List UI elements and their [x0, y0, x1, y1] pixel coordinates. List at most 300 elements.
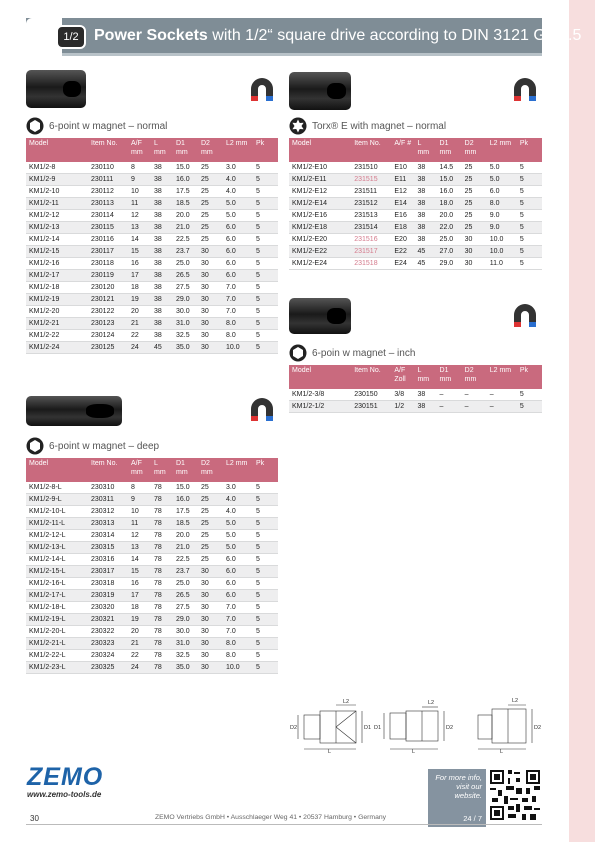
column-header: Item No.	[351, 138, 391, 162]
table-cell: 38	[151, 258, 173, 270]
table-cell: 38	[414, 389, 436, 401]
table-cell: 30	[198, 638, 223, 650]
table-cell: 10.0	[487, 246, 517, 258]
table-cell: 5	[253, 246, 278, 258]
info-box: For more info, visit our website. 24 / 7	[428, 769, 486, 827]
table-row	[26, 614, 278, 626]
table-cell: 29.0	[173, 294, 198, 306]
column-header: L2 mm	[223, 138, 253, 162]
table-cell: KM1/2-20	[26, 306, 88, 318]
table-cell: 25	[198, 506, 223, 518]
table-cell: 38	[151, 174, 173, 186]
table-cell: 25	[462, 186, 487, 198]
table-cell: 230119	[88, 270, 128, 282]
table-cell: 78	[151, 614, 173, 626]
table-cell: 5	[517, 401, 542, 413]
table-row	[26, 518, 278, 530]
table-cell: 10.0	[223, 662, 253, 674]
table-cell: 5.0	[223, 530, 253, 542]
table-cell: 25	[198, 482, 223, 494]
table-row	[26, 294, 278, 306]
column-header: Pk	[517, 365, 542, 389]
table-row	[26, 306, 278, 318]
column-header: D2 mm	[462, 138, 487, 162]
table-cell: 5	[253, 162, 278, 174]
table-cell: 5	[517, 210, 542, 222]
table-cell: 5	[253, 626, 278, 638]
table-cell: 230111	[88, 174, 128, 186]
table-cell: KM1/2-8	[26, 162, 88, 174]
table-cell: 5	[517, 234, 542, 246]
table-cell: 230120	[88, 282, 128, 294]
table-cell: 5	[253, 342, 278, 354]
section-title: 6-point w magnet – deep	[49, 440, 160, 452]
table-cell: 7.0	[223, 294, 253, 306]
table-cell: 230121	[88, 294, 128, 306]
table-cell: 45	[151, 342, 173, 354]
table-row	[289, 222, 542, 234]
dimension-label: L	[412, 749, 416, 753]
hexagon-icon	[26, 437, 44, 455]
table-cell: 38	[151, 234, 173, 246]
table-cell: 18.5	[173, 518, 198, 530]
table-cell: KM1/2-E22	[289, 246, 351, 258]
column-header: L2 mm	[487, 138, 517, 162]
table-row	[289, 198, 542, 210]
table-cell: 29.0	[173, 614, 198, 626]
table-cell: KM1/2-21	[26, 318, 88, 330]
table-cell: 38	[151, 246, 173, 258]
table-cell: 38	[151, 162, 173, 174]
table-cell: 38	[414, 162, 436, 174]
table-cell: 231514	[351, 222, 391, 234]
table-cell: E18	[391, 222, 414, 234]
table-cell: 6.0	[223, 578, 253, 590]
table-cell: 25	[198, 198, 223, 210]
table-row	[26, 590, 278, 602]
table-cell: 5	[253, 602, 278, 614]
table-cell: 30	[198, 294, 223, 306]
table-row	[26, 234, 278, 246]
table-cell: KM1/2-18-L	[26, 602, 88, 614]
page-ref: 24 / 7	[463, 814, 482, 823]
table-cell: 230112	[88, 186, 128, 198]
table-cell: E14	[391, 198, 414, 210]
qr-code[interactable]	[488, 768, 542, 822]
table-cell: 24	[128, 342, 151, 354]
column-header: A/F #	[391, 138, 414, 162]
column-header: Model	[289, 365, 351, 389]
table-cell: KM1/2-21-L	[26, 638, 88, 650]
column-header: D2 mm	[198, 138, 223, 162]
table-cell: 38	[414, 174, 436, 186]
table-row	[26, 282, 278, 294]
table-cell: 25	[462, 162, 487, 174]
column-header: Item No.	[88, 458, 128, 482]
table-cell: 6.0	[223, 234, 253, 246]
table-cell: 5.0	[487, 162, 517, 174]
table-row	[26, 650, 278, 662]
table-cell: 5	[253, 590, 278, 602]
table-cell: KM1/2-15-L	[26, 566, 88, 578]
table-cell: 6.0	[223, 258, 253, 270]
table-cell: 8	[128, 162, 151, 174]
table-cell: 7.0	[223, 282, 253, 294]
table-cell: KM1/2-20-L	[26, 626, 88, 638]
table-cell: 4.0	[223, 506, 253, 518]
magnet-icon	[510, 302, 540, 332]
table-cell: 11	[128, 198, 151, 210]
table-cell: 25	[198, 494, 223, 506]
torx-icon	[289, 117, 307, 135]
table-cell: 25	[198, 162, 223, 174]
table-cell: 25	[462, 210, 487, 222]
table-cell: 230151	[351, 401, 391, 413]
table-cell: 30	[198, 258, 223, 270]
table-cell: KM1/2-10-L	[26, 506, 88, 518]
table-cell: 38	[151, 210, 173, 222]
section-6point-normal	[26, 116, 278, 354]
table-cell: –	[437, 389, 462, 401]
table-cell: 5	[253, 186, 278, 198]
table-cell: 38	[151, 306, 173, 318]
table-cell: 8.0	[487, 198, 517, 210]
table-cell: 14.5	[437, 162, 462, 174]
table-cell: 30	[462, 258, 487, 270]
table-cell: E10	[391, 162, 414, 174]
table-cell: 6.0	[223, 270, 253, 282]
table-cell: 30	[198, 342, 223, 354]
table-cell: 231510	[351, 162, 391, 174]
table-cell: 10	[128, 186, 151, 198]
table-cell: 5.0	[223, 518, 253, 530]
table-cell: 5	[253, 330, 278, 342]
table-cell: KM1/2-E10	[289, 162, 351, 174]
table-row	[26, 330, 278, 342]
hexagon-icon	[26, 117, 44, 135]
table-cell: E11	[391, 174, 414, 186]
table-row	[26, 210, 278, 222]
table-cell: 5	[517, 174, 542, 186]
table-cell: 230125	[88, 342, 128, 354]
table-row	[26, 222, 278, 234]
table-cell: 230116	[88, 234, 128, 246]
table-cell: 30	[198, 282, 223, 294]
footer-address: ZEMO Vertriebs GmbH • Ausschlaeger Weg 41 • 20537 Hamburg • Germany	[155, 814, 387, 821]
table-cell: KM1/2-E20	[289, 234, 351, 246]
table-cell: 21.0	[173, 222, 198, 234]
table-cell: KM1/2-E12	[289, 186, 351, 198]
table-cell: 230315	[88, 542, 128, 554]
table-cell: 230150	[351, 389, 391, 401]
table-cell: 7.0	[223, 626, 253, 638]
table-cell: 230313	[88, 518, 128, 530]
table-cell: 19	[128, 294, 151, 306]
spec-table	[289, 365, 542, 413]
table-row	[289, 162, 542, 174]
dimension-label: D2	[446, 725, 454, 731]
table-row	[26, 662, 278, 674]
table-cell: 38	[151, 222, 173, 234]
table-cell: 5	[253, 234, 278, 246]
table-cell: KM1/2-15	[26, 246, 88, 258]
table-cell: 15.0	[173, 162, 198, 174]
table-cell: 30	[198, 330, 223, 342]
table-cell: 230123	[88, 318, 128, 330]
table-row	[26, 198, 278, 210]
table-cell: KM1/2-3/8	[289, 389, 351, 401]
dimension-label: L	[500, 749, 504, 753]
table-cell: KM1/2-E18	[289, 222, 351, 234]
table-cell: 78	[151, 650, 173, 662]
table-cell: 25	[462, 174, 487, 186]
table-row	[26, 602, 278, 614]
table-cell: 16.0	[173, 174, 198, 186]
table-cell: 25	[198, 530, 223, 542]
column-header: L mm	[414, 365, 436, 389]
table-cell: 20	[128, 626, 151, 638]
table-cell: 5.0	[223, 198, 253, 210]
table-cell: 25	[198, 554, 223, 566]
table-cell: 45	[414, 246, 436, 258]
table-cell: 230110	[88, 162, 128, 174]
socket-dimension-diagrams	[288, 693, 546, 753]
table-cell: KM1/2-18	[26, 282, 88, 294]
table-cell: 15.0	[437, 174, 462, 186]
table-cell: 5	[253, 530, 278, 542]
socket-photo-deep	[26, 396, 122, 426]
table-cell: 38	[151, 198, 173, 210]
table-cell: 38	[414, 234, 436, 246]
table-cell: 9.0	[487, 210, 517, 222]
table-cell: 30	[198, 270, 223, 282]
table-cell: 30	[198, 246, 223, 258]
table-cell: 14	[128, 234, 151, 246]
table-cell: 18	[128, 602, 151, 614]
table-cell: 25.0	[173, 258, 198, 270]
table-cell: 30	[198, 566, 223, 578]
table-cell: 231518	[351, 258, 391, 270]
table-cell: 11	[128, 518, 151, 530]
table-cell: 30	[198, 614, 223, 626]
table-cell: 5	[517, 258, 542, 270]
table-cell: 30.0	[173, 626, 198, 638]
dimension-label: L2	[343, 699, 350, 705]
table-cell: 17.5	[173, 186, 198, 198]
table-cell: 38	[151, 294, 173, 306]
table-cell: 31.0	[173, 318, 198, 330]
table-cell: 230316	[88, 554, 128, 566]
table-cell: E22	[391, 246, 414, 258]
table-cell: 22.5	[173, 234, 198, 246]
table-header-row	[289, 138, 542, 162]
column-header: Model	[26, 138, 88, 162]
column-header: A/F mm	[128, 458, 151, 482]
page-header	[26, 18, 582, 56]
table-cell: 78	[151, 578, 173, 590]
table-cell: KM1/2-8-L	[26, 482, 88, 494]
side-tab	[569, 0, 595, 842]
column-header: D1 mm	[173, 458, 198, 482]
table-cell: 230324	[88, 650, 128, 662]
table-cell: 30	[198, 650, 223, 662]
table-cell: 3.0	[223, 162, 253, 174]
table-cell: 6.0	[223, 222, 253, 234]
spec-table	[26, 138, 278, 354]
table-cell: 30.0	[173, 306, 198, 318]
table-cell: 25	[198, 210, 223, 222]
table-cell: E12	[391, 186, 414, 198]
table-cell: 230117	[88, 246, 128, 258]
table-cell: KM1/2-17-L	[26, 590, 88, 602]
table-cell: 4.0	[223, 494, 253, 506]
table-cell: 5	[517, 246, 542, 258]
table-cell: 3.0	[223, 482, 253, 494]
table-cell: KM1/2-13-L	[26, 542, 88, 554]
table-cell: 16.0	[173, 494, 198, 506]
table-cell: 35.0	[173, 662, 198, 674]
table-cell: 8.0	[223, 638, 253, 650]
table-cell: 10.0	[223, 342, 253, 354]
column-header: D2 mm	[462, 365, 487, 389]
table-cell: 13	[128, 222, 151, 234]
table-cell: 5	[253, 638, 278, 650]
table-cell: 15	[128, 566, 151, 578]
table-cell: 78	[151, 662, 173, 674]
table-cell: –	[487, 389, 517, 401]
table-cell: 5	[517, 186, 542, 198]
table-cell: KM1/2-19-L	[26, 614, 88, 626]
table-row	[26, 482, 278, 494]
table-cell: KM1/2-E24	[289, 258, 351, 270]
column-header: D2 mm	[198, 458, 223, 482]
table-cell: KM1/2-12	[26, 210, 88, 222]
section-6point-deep	[26, 436, 278, 674]
column-header: A/F Zoll	[391, 365, 414, 389]
table-cell: 78	[151, 554, 173, 566]
column-header: L mm	[151, 458, 173, 482]
magnet-icon	[510, 76, 540, 106]
table-cell: 18.0	[437, 198, 462, 210]
website-link[interactable]: www.zemo-tools.de	[27, 790, 102, 799]
table-cell: 5	[517, 162, 542, 174]
table-row	[26, 626, 278, 638]
table-cell: E16	[391, 210, 414, 222]
table-row	[26, 578, 278, 590]
table-cell: 231516	[351, 234, 391, 246]
table-cell: 26.5	[173, 270, 198, 282]
table-cell: 78	[151, 590, 173, 602]
table-cell: 25	[462, 222, 487, 234]
table-row	[26, 542, 278, 554]
table-cell: KM1/2-E14	[289, 198, 351, 210]
table-cell: 230115	[88, 222, 128, 234]
dimension-label: D1	[364, 725, 372, 731]
table-cell: 30	[198, 602, 223, 614]
table-cell: 20.0	[173, 530, 198, 542]
table-cell: 18.5	[173, 198, 198, 210]
table-cell: 5	[253, 554, 278, 566]
spec-table	[289, 138, 542, 270]
table-cell: 230312	[88, 506, 128, 518]
spec-table	[26, 458, 278, 674]
section-torx-normal	[289, 116, 542, 270]
table-cell: 25	[198, 174, 223, 186]
table-row	[26, 258, 278, 270]
dimension-label: L2	[428, 700, 435, 706]
table-cell: 17	[128, 270, 151, 282]
table-cell: 38	[151, 270, 173, 282]
table-cell: 38	[414, 401, 436, 413]
table-cell: 8.0	[223, 318, 253, 330]
table-cell: KM1/2-11	[26, 198, 88, 210]
dimension-label: L	[328, 749, 332, 753]
dimension-label: L2	[512, 698, 519, 704]
table-cell: 24	[128, 662, 151, 674]
table-cell: 5	[253, 662, 278, 674]
table-row	[26, 638, 278, 650]
table-cell: 21.0	[173, 542, 198, 554]
table-cell: 22.0	[437, 222, 462, 234]
column-header: L mm	[414, 138, 436, 162]
table-header-row	[26, 458, 278, 482]
dimension-label: D2	[534, 725, 542, 731]
table-cell: 5	[253, 318, 278, 330]
table-cell: 30	[198, 662, 223, 674]
column-header: Model	[26, 458, 88, 482]
table-cell: 25	[198, 234, 223, 246]
table-row	[289, 186, 542, 198]
table-cell: 5	[253, 578, 278, 590]
table-cell: KM1/2-9	[26, 174, 88, 186]
table-cell: 30	[462, 246, 487, 258]
table-cell: KM1/2-12-L	[26, 530, 88, 542]
section-title: 6-poin w magnet – inch	[312, 347, 416, 359]
table-cell: 230325	[88, 662, 128, 674]
table-row	[26, 186, 278, 198]
table-cell: 30	[198, 626, 223, 638]
table-cell: 22	[128, 330, 151, 342]
table-cell: 230318	[88, 578, 128, 590]
table-cell: 78	[151, 602, 173, 614]
socket-photo-inch	[289, 298, 351, 334]
table-row	[289, 234, 542, 246]
table-cell: 78	[151, 626, 173, 638]
table-cell: 8.0	[223, 330, 253, 342]
table-row	[26, 318, 278, 330]
table-cell: 22	[128, 650, 151, 662]
page-title: Power Sockets with 1/2“ square drive according to DIN 3121 G 12.5	[94, 27, 582, 44]
table-cell: 20.0	[437, 210, 462, 222]
table-header-row	[26, 138, 278, 162]
table-cell: 78	[151, 530, 173, 542]
table-cell: 5.0	[223, 542, 253, 554]
hexagon-icon	[289, 344, 307, 362]
table-cell: 5	[253, 294, 278, 306]
table-cell: KM1/2-19	[26, 294, 88, 306]
table-row	[26, 566, 278, 578]
table-cell: 18	[128, 282, 151, 294]
table-cell: 32.5	[173, 330, 198, 342]
table-row	[26, 246, 278, 258]
table-cell: KM1/2-22-L	[26, 650, 88, 662]
table-cell: 7.0	[223, 614, 253, 626]
table-row	[26, 174, 278, 186]
table-cell: KM1/2-1/2	[289, 401, 351, 413]
column-header: D1 mm	[437, 138, 462, 162]
table-cell: KM1/2-22	[26, 330, 88, 342]
table-cell: 29.0	[437, 258, 462, 270]
